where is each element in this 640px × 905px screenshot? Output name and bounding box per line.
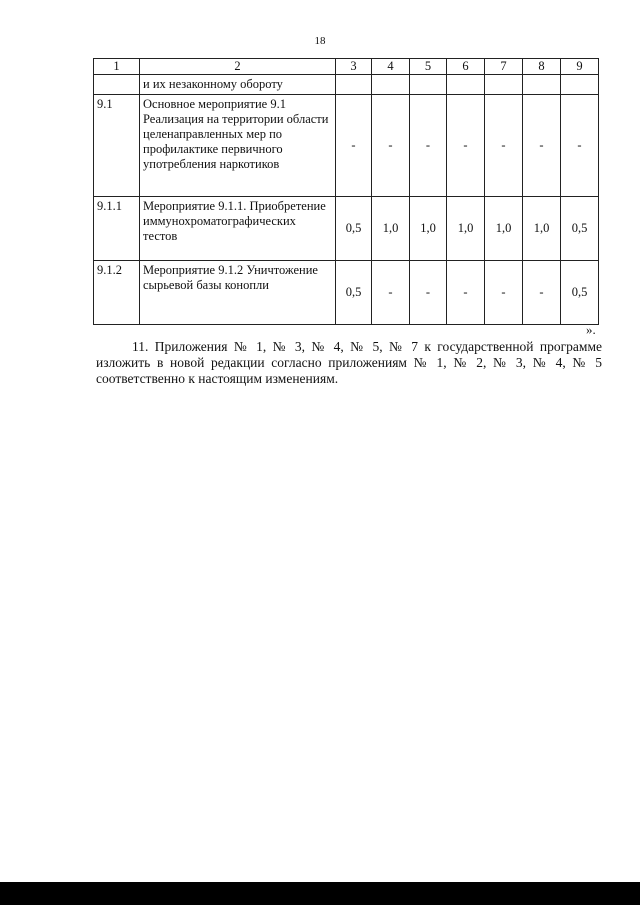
row-name: Мероприятие 9.1.2 Уничтожение сырьевой базы конопли	[140, 261, 336, 325]
value-cell	[485, 75, 523, 95]
header-cell: 7	[485, 59, 523, 75]
value-cell: -	[410, 261, 447, 325]
header-cell: 4	[372, 59, 410, 75]
value-cell: 0,5	[561, 197, 599, 261]
value-cell: -	[447, 95, 485, 197]
value-cell: -	[523, 261, 561, 325]
value-cell	[561, 75, 599, 95]
header-cell: 2	[140, 59, 336, 75]
value-cell: -	[372, 261, 410, 325]
header-cell: 6	[447, 59, 485, 75]
row-number: 9.1	[94, 95, 140, 197]
program-table	[93, 58, 599, 325]
table-row	[94, 75, 599, 95]
value-cell	[336, 75, 372, 95]
body-paragraph: 11. Приложения № 1, № 3, № 4, № 5, № 7 к государственной программе изложить в новой редакции согласно приложениям № 1, № 2, № 3, № 4, № 5 соответственно к настоящим изменениям.	[96, 339, 602, 386]
header-cell: 3	[336, 59, 372, 75]
header-cell: 5	[410, 59, 447, 75]
value-cell: 0,5	[561, 261, 599, 325]
header-cell: 8	[523, 59, 561, 75]
row-name: Мероприятие 9.1.1. Приобретение иммунохроматографических тестов	[140, 197, 336, 261]
table-row	[94, 261, 599, 325]
value-cell	[523, 75, 561, 95]
value-cell	[447, 75, 485, 95]
row-number: 9.1.2	[94, 261, 140, 325]
value-cell: -	[485, 261, 523, 325]
value-cell	[372, 75, 410, 95]
table-header-row	[94, 59, 599, 75]
header-cell: 9	[561, 59, 599, 75]
value-cell: -	[561, 95, 599, 197]
row-number: 9.1.1	[94, 197, 140, 261]
row-name: Основное мероприятие 9.1 Реализация на территории области целенаправленных мер по профилактике первичного употребления наркотиков	[140, 95, 336, 197]
value-cell	[410, 75, 447, 95]
table-row	[94, 197, 599, 261]
value-cell: -	[372, 95, 410, 197]
closing-quote: ».	[586, 322, 596, 337]
value-cell: 1,0	[372, 197, 410, 261]
row-number	[94, 75, 140, 95]
value-cell: 1,0	[523, 197, 561, 261]
value-cell: -	[447, 261, 485, 325]
value-cell: 1,0	[410, 197, 447, 261]
value-cell: 0,5	[336, 261, 372, 325]
row-name: и их незаконному обороту	[140, 75, 336, 95]
value-cell: -	[336, 95, 372, 197]
value-cell: -	[410, 95, 447, 197]
value-cell: -	[523, 95, 561, 197]
header-cell: 1	[94, 59, 140, 75]
scan-border-bar	[0, 882, 640, 905]
value-cell: -	[485, 95, 523, 197]
page-number: 18	[314, 35, 326, 47]
value-cell: 0,5	[336, 197, 372, 261]
value-cell: 1,0	[485, 197, 523, 261]
value-cell: 1,0	[447, 197, 485, 261]
table-row	[94, 95, 599, 197]
